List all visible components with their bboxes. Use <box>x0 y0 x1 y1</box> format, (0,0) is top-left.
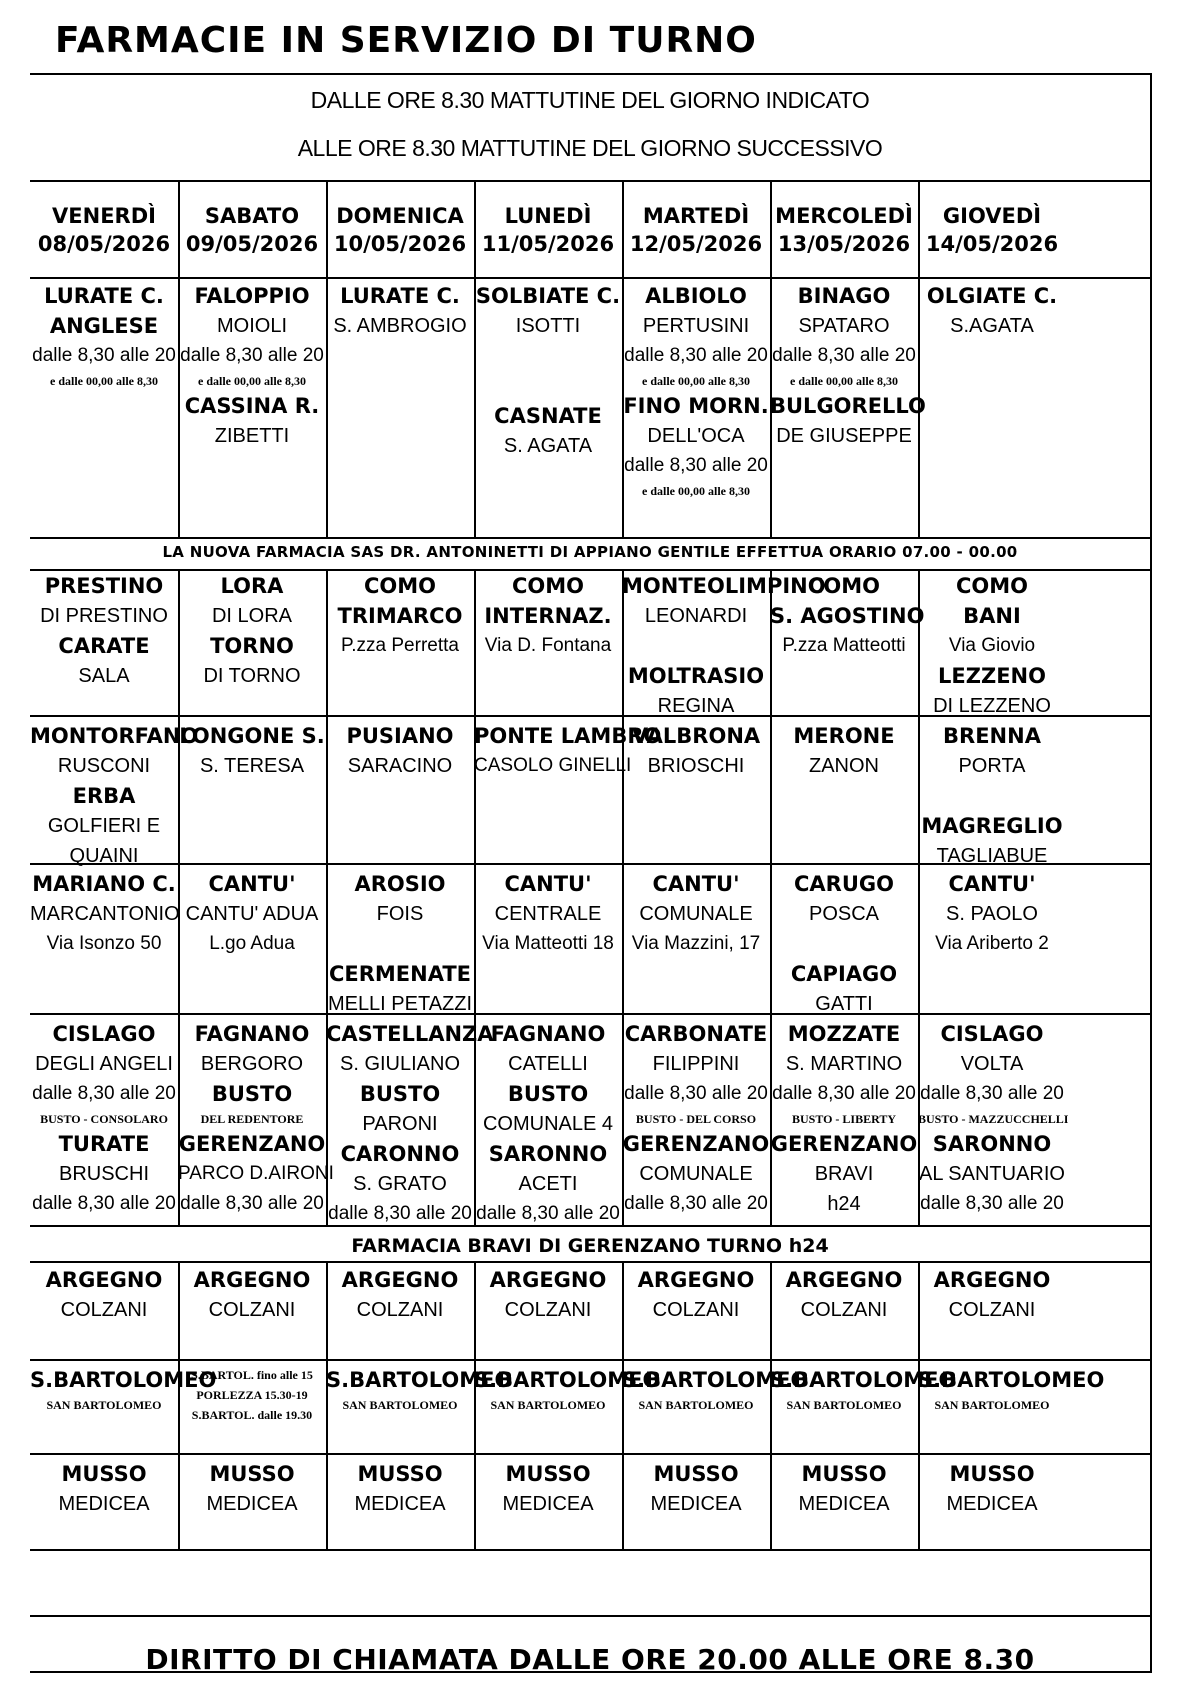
pharmacy-cell <box>918 571 1066 717</box>
pharmacy-cell <box>622 721 770 861</box>
pharmacy-note: SAN BARTOLOMEO <box>46 1398 162 1412</box>
pharmacy-note: DEL REDENTORE <box>200 1112 304 1126</box>
pharmacy-note: SAN BARTOLOMEO <box>638 1398 754 1412</box>
pharmacy-note: PORLEZZA 15.30-19 <box>196 1388 308 1402</box>
pharmacy-town: INTERNAZ. <box>484 604 612 628</box>
pharmacy-town: PRESTINO <box>44 574 164 598</box>
day-date: 14/05/2026 <box>925 232 1059 256</box>
pharmacy-town: BANI <box>963 604 1021 628</box>
pharmacy-cell <box>178 869 326 1011</box>
pharmacy-town: ALBIOLO <box>645 284 747 308</box>
pharmacy-cell <box>770 869 918 1015</box>
pharmacy-cell <box>326 721 474 861</box>
pharmacy-town: CANTU' <box>208 872 296 896</box>
pharmacy-detail: dalle 8,30 alle 20 <box>180 1193 324 1214</box>
divider <box>30 1453 1150 1455</box>
pharmacy-name: COLZANI <box>948 1299 1036 1321</box>
pharmacy-town: PUSIANO <box>346 724 454 748</box>
pharmacy-detail: dalle 8,30 alle 20 <box>624 345 768 366</box>
divider <box>30 277 1150 279</box>
pharmacy-name: COLZANI <box>652 1299 740 1321</box>
pharmacy-town: ARGEGNO <box>933 1268 1051 1292</box>
divider <box>30 1261 1150 1263</box>
pharmacy-town: MAGREGLIO <box>921 814 1063 838</box>
pharmacy-cell <box>918 1265 1066 1357</box>
pharmacy-detail: Via Mazzini, 17 <box>631 933 761 954</box>
pharmacy-name: ZANON <box>809 755 879 777</box>
pharmacy-town: S.BARTOLOMEO <box>622 1368 809 1392</box>
pharmacy-town: BRENNA <box>943 724 1041 748</box>
pharmacy-name: PERTUSINI <box>642 315 750 337</box>
pharmacy-cell <box>326 1459 474 1547</box>
pharmacy-cell <box>178 571 326 713</box>
pharmacy-note: BUSTO - LIBERTY <box>791 1112 897 1126</box>
day-name: SABATO <box>204 204 300 228</box>
pharmacy-town: BUSTO <box>211 1082 293 1106</box>
day-name: DOMENICA <box>336 204 464 228</box>
spacer <box>918 781 1066 811</box>
day-header <box>622 183 770 277</box>
pharmacy-cell <box>30 1459 178 1547</box>
pharmacy-detail: dalle 8,30 alle 20 <box>772 1083 916 1104</box>
pharmacy-detail: dalle 8,30 alle 20 <box>32 345 176 366</box>
pharmacy-town: FAGNANO <box>490 1022 606 1046</box>
pharmacy-town: CASNATE <box>494 404 602 428</box>
pharmacy-cell <box>918 1019 1069 1223</box>
spacer <box>326 929 474 959</box>
pharmacy-town: ARGEGNO <box>489 1268 607 1292</box>
pharmacy-cell <box>770 571 925 713</box>
pharmacy-detail: dalle 8,30 alle 20 <box>624 1083 768 1104</box>
pharmacy-name: COMUNALE <box>639 1163 753 1185</box>
day-date: 13/05/2026 <box>777 232 911 256</box>
pharmacy-name: QUAINI <box>69 845 139 867</box>
pharmacy-town: MUSSO <box>357 1462 443 1486</box>
pharmacy-detail: dalle 8,30 alle 20 <box>772 345 916 366</box>
pharmacy-town: FAGNANO <box>194 1022 310 1046</box>
pharmacy-cell <box>918 1459 1066 1547</box>
pharmacy-town: CARATE <box>58 634 150 658</box>
pharmacy-town: PONTE LAMBRO <box>474 724 662 748</box>
pharmacy-cell <box>474 721 662 861</box>
pharmacy-detail: dalle 8,30 alle 20 <box>476 1203 620 1224</box>
pharmacy-cell <box>622 281 770 535</box>
pharmacy-town: ARGEGNO <box>785 1268 903 1292</box>
pharmacy-detail: dalle 8,30 alle 20 <box>624 455 768 476</box>
day-header <box>326 183 474 277</box>
pharmacy-cell <box>30 1365 217 1451</box>
pharmacy-town: SARONNO <box>932 1132 1052 1156</box>
pharmacy-town: BUSTO <box>507 1082 589 1106</box>
page-title: FARMACIE IN SERVIZIO DI TURNO <box>55 20 757 61</box>
pharmacy-town: CANTU' <box>652 872 740 896</box>
pharmacy-town: MUSSO <box>209 1462 295 1486</box>
pharmacy-cell <box>474 869 622 1011</box>
pharmacy-town: COMO <box>363 574 436 598</box>
pharmacy-town: COMO <box>955 574 1028 598</box>
pharmacy-town: CANTU' <box>504 872 592 896</box>
pharmacy-cell <box>326 281 474 535</box>
pharmacy-name: S. AGATA <box>503 435 593 457</box>
pharmacy-town: BULGORELLO <box>770 394 926 418</box>
pharmacy-town: ARGEGNO <box>637 1268 755 1292</box>
header-line-2: ALLE ORE 8.30 MATTUTINE DEL GIORNO SUCCESSIVO <box>297 135 883 161</box>
pharmacy-name: REGINA <box>657 695 735 717</box>
pharmacy-detail: dalle 8,30 alle 20 <box>920 1193 1064 1214</box>
pharmacy-town: CISLAGO <box>940 1022 1044 1046</box>
pharmacy-town: S.BARTOLOMEO <box>474 1368 661 1392</box>
pharmacy-town: CISLAGO <box>52 1022 156 1046</box>
pharmacy-town: TURATE <box>58 1132 150 1156</box>
pharmacy-name: MEDICEA <box>798 1493 890 1515</box>
header-line-1: DALLE ORE 8.30 MATTUTINE DEL GIORNO INDICATO <box>310 87 870 113</box>
pharmacy-cell <box>474 1459 622 1547</box>
pharmacy-detail: L.go Adua <box>209 933 295 954</box>
pharmacy-cell <box>474 281 622 535</box>
pharmacy-name: h24 <box>827 1193 861 1215</box>
schedule-table <box>30 73 1152 1676</box>
pharmacy-town: MONTEOLIMPINO <box>622 574 826 598</box>
pharmacy-cell <box>770 1459 918 1547</box>
pharmacy-detail: PARCO D.AIRONI <box>178 1163 334 1184</box>
pharmacy-note: e dalle 00,00 alle 8,30 <box>642 374 750 388</box>
pharmacy-cell <box>622 869 770 1011</box>
pharmacy-detail: Via Giovio <box>948 635 1036 656</box>
pharmacy-note: BUSTO - CONSOLARO <box>40 1112 168 1126</box>
day-header <box>474 183 622 277</box>
pharmacy-town: LORA <box>220 574 284 598</box>
pharmacy-town: FINO MORN. <box>623 394 769 418</box>
pharmacy-town: OLGIATE C. <box>926 284 1058 308</box>
pharmacy-town: CAPIAGO <box>790 962 898 986</box>
pharmacy-name: MELLI PETAZZI <box>327 993 473 1015</box>
pharmacy-detail: Via Isonzo 50 <box>46 933 162 954</box>
pharmacy-cell <box>474 1019 622 1223</box>
pharmacy-town: CANTU' <box>948 872 1036 896</box>
pharmacy-town: LURATE C. <box>340 284 460 308</box>
pharmacy-name: S. AMBROGIO <box>333 315 467 337</box>
pharmacy-town: LEZZENO <box>938 664 1046 688</box>
pharmacy-cell <box>326 1019 494 1224</box>
pharmacy-town: SARONNO <box>488 1142 608 1166</box>
day-date: 10/05/2026 <box>333 232 467 256</box>
pharmacy-name: S. PAOLO <box>946 903 1038 925</box>
pharmacy-town: TORNO <box>210 634 294 658</box>
pharmacy-name: COLZANI <box>356 1299 444 1321</box>
pharmacy-cell <box>30 721 199 867</box>
pharmacy-detail: Via D. Fontana <box>484 635 612 656</box>
day-header <box>30 183 178 277</box>
pharmacy-name: MEDICEA <box>946 1493 1038 1515</box>
pharmacy-name: COLZANI <box>800 1299 888 1321</box>
pharmacy-town: ARGEGNO <box>341 1268 459 1292</box>
pharmacy-name: FOIS <box>376 903 424 925</box>
day-name: MERCOLEDÌ <box>775 204 913 228</box>
pharmacy-town: FALOPPIO <box>194 284 310 308</box>
pharmacy-name: PORTA <box>958 755 1026 777</box>
pharmacy-town: S.BARTOLOMEO <box>30 1368 217 1392</box>
pharmacy-town: MOZZATE <box>787 1022 901 1046</box>
pharmacy-name: S. GRATO <box>353 1173 447 1195</box>
pharmacy-name: MEDICEA <box>206 1493 298 1515</box>
pharmacy-town: MUSSO <box>653 1462 739 1486</box>
pharmacy-name: MARCANTONIO <box>30 903 180 925</box>
pharmacy-note: e dalle 00,00 alle 8,30 <box>198 374 306 388</box>
day-name: LUNEDÌ <box>504 204 592 228</box>
pharmacy-name: BRIOSCHI <box>647 755 745 777</box>
footer-notice: DIRITTO DI CHIAMATA DALLE ORE 20.00 ALLE ORE 8.30 <box>145 1643 1035 1676</box>
pharmacy-town: S.BARTOLOMEO <box>918 1368 1105 1392</box>
pharmacy-town: GERENZANO <box>770 1132 918 1156</box>
day-date: 08/05/2026 <box>37 232 171 256</box>
pharmacy-town: COMO <box>511 574 584 598</box>
pharmacy-town: MUSSO <box>61 1462 147 1486</box>
pharmacy-town: MARIANO C. <box>32 872 176 896</box>
divider <box>30 1549 1150 1551</box>
pharmacy-name: TAGLIABUE <box>936 845 1048 867</box>
pharmacy-cell <box>178 1459 326 1547</box>
divider <box>30 1013 1150 1015</box>
pharmacy-name: DI LEZZENO <box>933 695 1051 717</box>
pharmacy-town: CARUGO <box>794 872 894 896</box>
pharmacy-name: S. TERESA <box>199 755 305 777</box>
pharmacy-note: SAN BARTOLOMEO <box>342 1398 458 1412</box>
divider <box>30 1615 1150 1617</box>
pharmacy-detail: dalle 8,30 alle 20 <box>624 1193 768 1214</box>
pharmacy-name: MEDICEA <box>502 1493 594 1515</box>
pharmacy-note: e dalle 00,00 alle 8,30 <box>50 374 158 388</box>
pharmacy-cell <box>918 1365 1105 1451</box>
pharmacy-cell <box>326 869 474 1015</box>
pharmacy-town: MUSSO <box>949 1462 1035 1486</box>
pharmacy-town: BINAGO <box>797 284 891 308</box>
pharmacy-name: SARACINO <box>347 755 453 777</box>
pharmacy-note: SAN BARTOLOMEO <box>934 1398 1050 1412</box>
pharmacy-name: PARONI <box>362 1113 438 1135</box>
pharmacy-cell <box>178 1265 326 1357</box>
day-header <box>770 183 918 277</box>
pharmacy-name: SPATARO <box>798 315 890 337</box>
pharmacy-name: VOLTA <box>960 1053 1024 1075</box>
pharmacy-town: CERMENATE <box>328 962 472 986</box>
pharmacy-name: COLZANI <box>60 1299 148 1321</box>
pharmacy-name: DI PRESTINO <box>40 605 168 627</box>
pharmacy-cell <box>770 1019 918 1223</box>
day-date: 12/05/2026 <box>629 232 763 256</box>
pharmacy-name: DEGLI ANGELI <box>35 1053 173 1075</box>
pharmacy-cell <box>918 721 1066 867</box>
pharmacy-name: DE GIUSEPPE <box>776 425 912 447</box>
pharmacy-name: FILIPPINI <box>652 1053 740 1075</box>
pharmacy-name: ZIBETTI <box>214 425 290 447</box>
pharmacy-cell <box>30 1019 178 1223</box>
pharmacy-town: LURATE C. <box>44 284 164 308</box>
pharmacy-name: MEDICEA <box>354 1493 446 1515</box>
pharmacy-town: ANGLESE <box>49 314 159 338</box>
pharmacy-cell <box>918 281 1066 535</box>
pharmacy-cell <box>770 1365 957 1451</box>
pharmacy-cell <box>178 1019 334 1223</box>
pharmacy-town: MUSSO <box>505 1462 591 1486</box>
pharmacy-cell <box>474 571 622 713</box>
pharmacy-detail: dalle 8,30 alle 20 <box>180 345 324 366</box>
pharmacy-name: GOLFIERI E <box>47 815 161 837</box>
day-name: MARTEDÌ <box>642 204 750 228</box>
pharmacy-cell <box>770 281 926 535</box>
pharmacy-name: DI LORA <box>211 605 293 627</box>
pharmacy-name: COMUNALE <box>639 903 753 925</box>
pharmacy-note: S.BARTOL. fino alle 15 <box>191 1368 313 1382</box>
day-date: 11/05/2026 <box>481 232 615 256</box>
pharmacy-town: CASSINA R. <box>184 394 320 418</box>
pharmacy-detail: dalle 8,30 alle 20 <box>920 1083 1064 1104</box>
pharmacy-cell <box>770 1265 918 1357</box>
pharmacy-town: CARBONATE <box>624 1022 768 1046</box>
pharmacy-name: S. GIULIANO <box>339 1053 461 1075</box>
day-header <box>178 183 326 277</box>
pharmacy-note: BUSTO - DEL CORSO <box>635 1112 757 1126</box>
day-name: GIOVEDÌ <box>942 204 1042 228</box>
pharmacy-town: CASTELLANZA <box>326 1022 494 1046</box>
pharmacy-town: MERONE <box>793 724 895 748</box>
pharmacy-detail: P.zza Matteotti <box>782 635 906 656</box>
day-header <box>918 183 1066 277</box>
pharmacy-cell <box>474 1265 622 1357</box>
pharmacy-detail: dalle 8,30 alle 20 <box>32 1193 176 1214</box>
pharmacy-detail: dalle 8,30 alle 20 <box>328 1203 472 1224</box>
pharmacy-town: ARGEGNO <box>45 1268 163 1292</box>
pharmacy-name: COMUNALE 4 <box>482 1113 614 1135</box>
pharmacy-town: VALBRONA <box>631 724 761 748</box>
pharmacy-cell <box>178 721 326 861</box>
pharmacy-cell <box>30 869 178 1011</box>
pharmacy-town: BUSTO <box>359 1082 441 1106</box>
pharmacy-town: CARONNO <box>340 1142 460 1166</box>
pharmacy-town: TRIMARCO <box>337 604 463 628</box>
pharmacy-town: MOLTRASIO <box>627 664 765 688</box>
pharmacy-cell <box>918 869 1066 1011</box>
pharmacy-name: CATELLI <box>508 1053 588 1075</box>
pharmacy-town: ERBA <box>72 784 136 808</box>
day-date: 09/05/2026 <box>185 232 319 256</box>
pharmacy-town: GERENZANO <box>622 1132 770 1156</box>
pharmacy-name: COLZANI <box>504 1299 592 1321</box>
divider <box>30 180 1150 182</box>
pharmacy-town: LONGONE S. <box>179 724 325 748</box>
pharmacy-name: RUSCONI <box>57 755 151 777</box>
pharmacy-town: S. AGOSTINO <box>770 604 925 628</box>
pharmacy-cell <box>326 1265 474 1357</box>
pharmacy-note: e dalle 00,00 alle 8,30 <box>642 484 750 498</box>
pharmacy-name: S. MARTINO <box>785 1053 903 1075</box>
pharmacy-name: POSCA <box>808 903 880 925</box>
pharmacy-cell <box>622 571 826 717</box>
pharmacy-town: GERENZANO <box>178 1132 326 1156</box>
pharmacy-name: GATTI <box>815 993 873 1015</box>
notice-appiano: LA NUOVA FARMACIA SAS DR. ANTONINETTI DI APPIANO GENTILE EFFETTUA ORARIO 07.00 - 00.00 <box>162 543 1018 561</box>
pharmacy-cell <box>30 1265 178 1357</box>
pharmacy-detail: Via Matteotti 18 <box>482 933 614 954</box>
pharmacy-name: SALA <box>78 665 130 687</box>
pharmacy-town: MONTORFANO <box>30 724 199 748</box>
pharmacy-name: MOIOLI <box>216 315 287 337</box>
pharmacy-detail: dalle 8,30 alle 20 <box>32 1083 176 1104</box>
pharmacy-name: BRUSCHI <box>58 1163 149 1185</box>
pharmacy-cell <box>474 1365 661 1451</box>
pharmacy-note: S.BARTOL. dalle 19.30 <box>191 1408 313 1422</box>
divider <box>30 1359 1150 1361</box>
pharmacy-name: ISOTTI <box>515 315 581 337</box>
pharmacy-town: COMO <box>807 574 880 598</box>
pharmacy-name: BERGORO <box>200 1053 304 1075</box>
pharmacy-town: AROSIO <box>354 872 446 896</box>
divider <box>30 537 1150 539</box>
pharmacy-name: AL SANTUARIO <box>919 1163 1065 1185</box>
pharmacy-cell <box>770 721 918 861</box>
pharmacy-name: LEONARDI <box>644 605 748 627</box>
pharmacy-detail: CASOLO GINELLI <box>474 755 632 776</box>
pharmacy-note: SAN BARTOLOMEO <box>490 1398 606 1412</box>
pharmacy-cell <box>622 1019 770 1223</box>
pharmacy-note: BUSTO - MAZZUCCHELLI <box>918 1112 1069 1126</box>
pharmacy-town: ARGEGNO <box>193 1268 311 1292</box>
pharmacy-name: BRAVI <box>814 1163 874 1185</box>
pharmacy-cell <box>30 281 178 535</box>
day-name: VENERDÌ <box>52 204 156 228</box>
pharmacy-name: S.AGATA <box>950 315 1034 337</box>
pharmacy-name: CANTU' ADUA <box>185 903 319 925</box>
pharmacy-note: e dalle 00,00 alle 8,30 <box>790 374 898 388</box>
pharmacy-town: SOLBIATE C. <box>475 284 621 308</box>
spacer <box>474 341 622 401</box>
pharmacy-cell <box>178 281 326 535</box>
spacer <box>770 929 918 959</box>
spacer <box>622 631 770 661</box>
pharmacy-cell <box>178 1365 326 1451</box>
pharmacy-name: CENTRALE <box>494 903 602 925</box>
pharmacy-name: DELL'OCA <box>647 425 745 447</box>
pharmacy-cell <box>622 1265 770 1357</box>
pharmacy-name: DI TORNO <box>203 665 301 687</box>
pharmacy-name: ACETI <box>518 1173 578 1195</box>
pharmacy-note: SAN BARTOLOMEO <box>786 1398 902 1412</box>
pharmacy-name: MEDICEA <box>650 1493 742 1515</box>
pharmacy-cell <box>326 1365 513 1451</box>
pharmacy-name: COLZANI <box>208 1299 296 1321</box>
pharmacy-cell <box>326 571 474 713</box>
notice-gerenzano: FARMACIA BRAVI DI GERENZANO TURNO h24 <box>351 1235 829 1257</box>
pharmacy-cell <box>622 1365 809 1451</box>
pharmacy-town: S.BARTOLOMEO <box>326 1368 513 1392</box>
pharmacy-cell <box>622 1459 770 1547</box>
pharmacy-detail: Via Ariberto 2 <box>935 933 1049 954</box>
pharmacy-town: MUSSO <box>801 1462 887 1486</box>
pharmacy-cell <box>30 571 178 713</box>
pharmacy-name: MEDICEA <box>58 1493 150 1515</box>
pharmacy-town: S.BARTOLOMEO <box>770 1368 957 1392</box>
pharmacy-detail: P.zza Perretta <box>341 635 459 656</box>
